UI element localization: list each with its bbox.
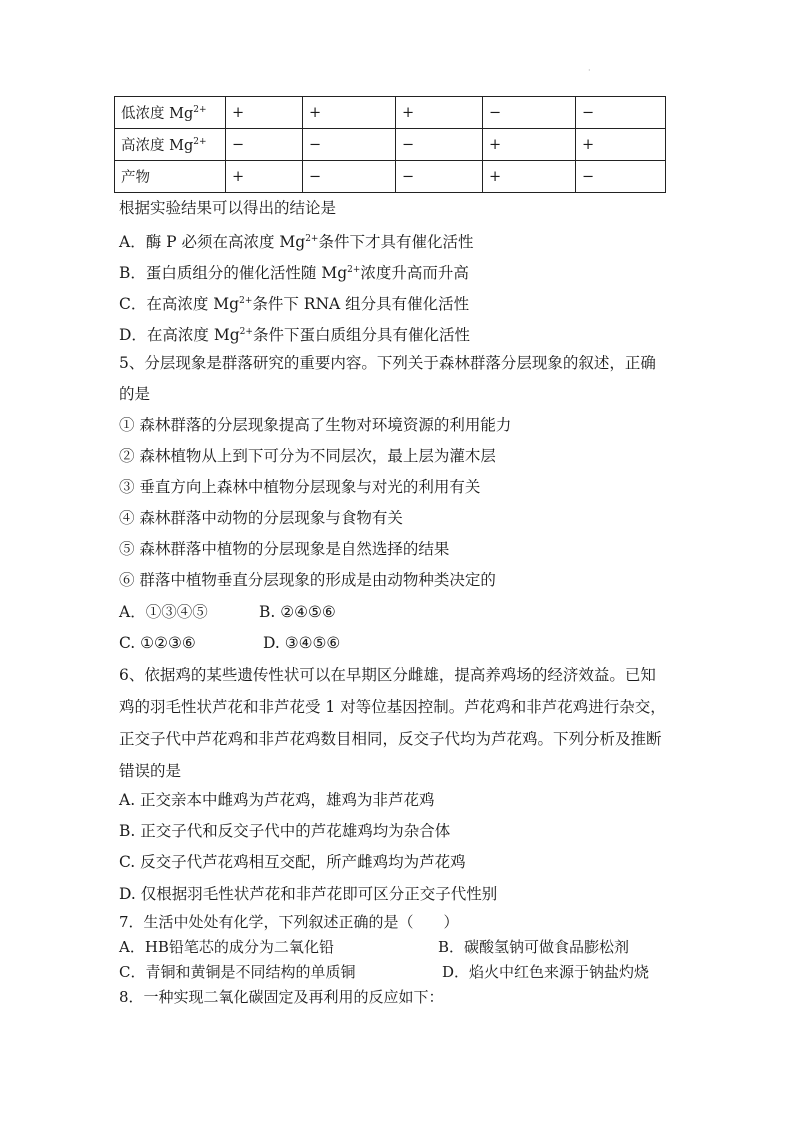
q6-option-b: B. 正交子代和反交子代中的芦花雄鸡均为杂合体 — [119, 822, 451, 840]
q5-stem-line1: 5、分层现象是群落研究的重要内容。下列关于森林群落分层现象的叙述，正确 — [119, 354, 656, 372]
table-cell: + — [303, 97, 396, 129]
table-cell: + — [396, 97, 483, 129]
experiment-table — [114, 96, 666, 193]
table-cell: − — [226, 129, 303, 161]
row-label: 高浓度 $Mg^{2+}$ — [115, 129, 226, 161]
q6-stem-line4: 错误的是 — [119, 762, 182, 780]
q5-option-d: D. ③④⑤⑥ — [263, 634, 341, 652]
row-label: 产物 — [115, 161, 226, 193]
q5-option-c: C. ①②③⑥ — [119, 634, 196, 652]
q7-stem: 7．生活中处处有化学，下列叙述正确的是（ ） — [119, 913, 459, 931]
table-cell: − — [303, 129, 396, 161]
q5-statement-2: ② 森林植物从上到下可分为不同层次，最上层为灌木层 — [119, 447, 496, 465]
q5-statement-1: ① 森林群落的分层现象提高了生物对环境资源的利用能力 — [119, 416, 512, 434]
q6-stem-line2: 鸡的羽毛性状芦花和非芦花受 1 对等位基因控制。芦花鸡和非芦花鸡进行杂交， — [119, 698, 666, 716]
q5-statement-5: ⑤ 森林群落中植物的分层现象是自然选择的结果 — [119, 540, 450, 558]
page-dot: · — [588, 66, 591, 75]
table-cell: − — [303, 161, 396, 193]
q4-stem: 根据实验结果可以得出的结论是 — [119, 199, 337, 217]
row-label: 低浓度 $Mg^{2+}$ — [115, 97, 226, 129]
q7-option-a: A．HB铅笔芯的成分为二氧化铅 — [119, 938, 334, 956]
table-cell: − — [576, 97, 666, 129]
table-cell: − — [396, 161, 483, 193]
q6-option-a: A. 正交亲本中雌鸡为芦花鸡，雄鸡为非芦花鸡 — [119, 791, 435, 809]
q6-option-c: C. 反交子代芦花鸡相互交配，所产雌鸡均为芦花鸡 — [119, 853, 466, 871]
q6-stem-line3: 正交子代中芦花鸡和非芦花鸡数目相同，反交子代均为芦花鸡。下列分析及推断 — [119, 730, 662, 748]
q8-stem: 8．一种实现二氧化碳固定及再利用的反应如下： — [119, 988, 444, 1006]
table-cell: − — [576, 161, 666, 193]
q4-option-b: B．蛋白质组分的催化活性随 $Mg^{2+}$浓度升高而升高 — [119, 264, 469, 282]
q5-option-b: B. ②④⑤⑥ — [259, 603, 336, 621]
table-cell: + — [226, 161, 303, 193]
q5-statement-4: ④ 森林群落中动物的分层现象与食物有关 — [119, 509, 403, 527]
table-cell: + — [576, 129, 666, 161]
table-cell: + — [483, 129, 576, 161]
table-row — [115, 97, 666, 129]
q5-option-a: A．①③④⑤ — [119, 603, 208, 621]
table-cell: − — [483, 97, 576, 129]
table-cell: + — [226, 97, 303, 129]
q7-option-c: C．青铜和黄铜是不同结构的单质铜 — [119, 963, 356, 981]
q4-option-a: A．酶 P 必须在高浓度 $Mg^{2+}$条件下才具有催化活性 — [119, 233, 474, 251]
q4-option-d: D．在高浓度 $Mg^{2+}$条件下蛋白质组分具有催化活性 — [119, 326, 470, 344]
q6-stem-line1: 6、依据鸡的某些遗传性状可以在早期区分雌雄，提高养鸡场的经济效益。已知 — [119, 666, 656, 684]
q7-option-d: D．焰火中红色来源于钠盐灼烧 — [442, 963, 650, 981]
table-cell: + — [483, 161, 576, 193]
table-row — [115, 129, 666, 161]
table-row — [115, 161, 666, 193]
q5-statement-3: ③ 垂直方向上森林中植物分层现象与对光的利用有关 — [119, 478, 481, 496]
table-cell: − — [396, 129, 483, 161]
q5-stem-line2: 的是 — [119, 385, 151, 403]
q6-option-d: D. 仅根据羽毛性状芦花和非芦花即可区分正交子代性别 — [119, 885, 498, 903]
q5-statement-6: ⑥ 群落中植物垂直分层现象的形成是由动物种类决定的 — [119, 571, 496, 589]
q7-option-b: B．碳酸氢钠可做食品膨松剂 — [438, 938, 630, 956]
q4-option-c: C．在高浓度 $Mg^{2+}$条件下 RNA 组分具有催化活性 — [119, 295, 470, 313]
